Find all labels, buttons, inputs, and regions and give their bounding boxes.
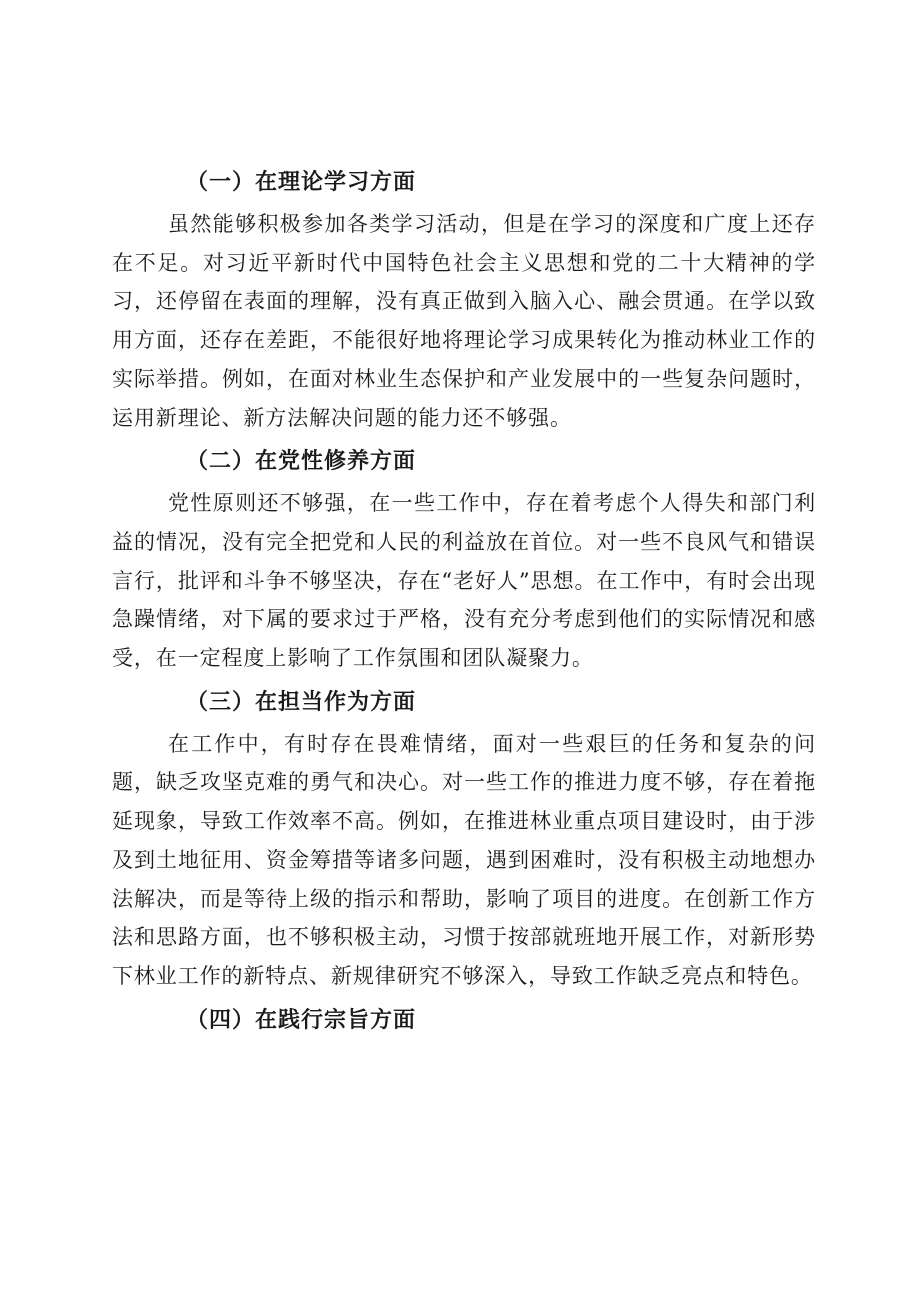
section-paragraph-responsibility: 在工作中，有时存在畏难情绪，面对一些艰巨的任务和复杂的问题，缺乏攻坚克难的勇气和决心。对一些工作的推进力度不够，存在着拖延现象，导致工作效率不高。例如，在推进林业重点项目建设时，由于涉及到土地征用、资金筹措等诸多问题，遇到困难时，没有积极主动地想办法解决，而是等待上级的指示和帮助，影响了项目的进度。在创新工作方法和思路方面，也不够积极主动，习惯于按部就班地开展工作，对新形势下林业工作的新特点、新规律研究不够深入，导致工作缺乏亮点和特色。 xyxy=(112,731,816,988)
section-paragraph-theory: 虽然能够积极参加各类学习活动，但是在学习的深度和广度上还存在不足。对习近平新时代中国特色社会主义思想和党的二十大精神的学习，还停留在表面的理解，没有真正做到入脑入心、融会贯通。在学以致用方面，还存在差距，不能很好地将理论学习成果转化为推动林业工作的实际举措。例如，在面对林业生态保护和产业发展中的一些复杂问题时，运用新理论、新方法解决问题的能力还不够强。 xyxy=(112,212,816,430)
section-heading-party-spirit: （二）在党性修养方面 xyxy=(186,448,417,475)
section-heading-responsibility: （三）在担当作为方面 xyxy=(186,688,417,715)
section-heading-theory: （一）在理论学习方面 xyxy=(186,169,417,195)
section-heading-purpose: （四）在践行宗旨方面 xyxy=(186,1006,417,1033)
section-paragraph-party-spirit: 党性原则还不够强，在一些工作中，存在着考虑个人得失和部门利益的情况，没有完全把党和人民的利益放在首位。对一些不良风气和错误言行，批评和斗争不够坚决，存在“老好人”思想。在工作中，有时会出现急躁情绪，对下属的要求过于严格，没有充分考虑到他们的实际情况和感受，在一定程度上影响了工作氛围和团队凝聚力。 xyxy=(112,491,816,671)
